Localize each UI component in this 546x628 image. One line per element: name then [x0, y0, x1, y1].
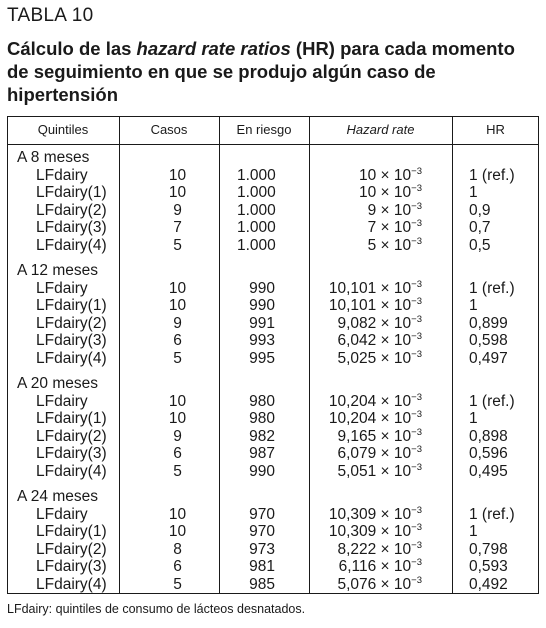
header-quintiles: Quintiles	[37, 122, 89, 137]
hr-cell: 0,898	[469, 427, 508, 445]
quintile-cell: LFdairy(2)	[36, 427, 107, 445]
hr-cell: 1 (ref.)	[469, 392, 515, 410]
title-part-1: Cálculo de las	[7, 38, 137, 59]
header-divider	[7, 144, 539, 145]
casos-cell: 10	[168, 279, 187, 297]
hazard-rate-base: 5,076 × 10	[337, 575, 412, 593]
hazard-rate-exponent: −3	[411, 444, 422, 455]
hr-cell: 1	[469, 410, 478, 427]
hazard-rate-base: 5,051 × 10	[337, 462, 412, 480]
casos-cell: 5	[173, 462, 182, 480]
casos-cell: 10	[168, 505, 187, 523]
hazard-rate-cell	[7, 393, 422, 411]
group-label: A 20 meses	[17, 375, 98, 392]
en-riesgo-cell: 987	[249, 445, 275, 462]
casos-cell: 6	[173, 332, 182, 349]
hr-cell: 1 (ref.)	[469, 166, 515, 184]
quintile-cell: LFdairy(4)	[36, 462, 107, 480]
hazard-rate-base: 9 × 10	[367, 201, 412, 219]
casos-cell: 10	[168, 523, 187, 540]
casos-cell: 6	[173, 445, 182, 462]
en-riesgo-cell: 970	[249, 523, 275, 540]
quintile-cell: LFdairy	[36, 279, 88, 297]
en-riesgo-cell: 985	[249, 575, 275, 593]
quintile-cell: LFdairy(3)	[36, 558, 107, 575]
hr-cell: 0,492	[469, 575, 508, 593]
hr-cell: 1	[469, 297, 478, 314]
hazard-rate-cell	[7, 184, 422, 202]
hazard-rate-exponent: −3	[411, 539, 422, 551]
hazard-rate-exponent: −3	[411, 426, 422, 438]
quintile-cell: LFdairy(1)	[36, 410, 107, 427]
header-en-riesgo: En riesgo	[236, 122, 292, 137]
hazard-rate-exponent: −3	[411, 461, 422, 473]
casos-cell: 10	[168, 410, 187, 427]
hazard-rate-base: 10,204 × 10	[328, 410, 412, 427]
hr-cell: 0,598	[469, 332, 508, 349]
hazard-rate-cell	[7, 350, 422, 368]
hr-cell: 1 (ref.)	[469, 279, 515, 297]
hazard-rate-exponent: −3	[411, 183, 422, 194]
quintile-cell: LFdairy(3)	[36, 219, 107, 236]
en-riesgo-cell: 990	[249, 279, 275, 297]
header-hr: HR	[486, 122, 505, 137]
hr-cell: 0,7	[469, 219, 491, 236]
quintile-cell: LFdairy(1)	[36, 184, 107, 201]
header-casos: Casos	[150, 122, 188, 137]
hazard-rate-exponent: −3	[411, 218, 422, 229]
hr-cell: 0,495	[469, 462, 508, 480]
casos-cell: 9	[173, 201, 182, 219]
quintile-cell: LFdairy(4)	[36, 349, 107, 367]
hr-cell: 0,593	[469, 558, 508, 575]
hazard-rate-cell	[7, 463, 422, 481]
hazard-rate-exponent: −3	[411, 574, 422, 586]
group-label: A 24 meses	[17, 488, 98, 505]
hazard-rate-base: 6,079 × 10	[337, 445, 412, 462]
hazard-rate-exponent: −3	[411, 557, 422, 568]
en-riesgo-cell: 981	[249, 558, 275, 575]
casos-cell: 10	[168, 297, 187, 314]
quintile-cell: LFdairy(3)	[36, 445, 107, 462]
hazard-rate-base: 10,309 × 10	[328, 505, 412, 523]
quintile-cell: LFdairy	[36, 392, 88, 410]
en-riesgo-cell: 990	[249, 297, 275, 314]
hazard-rate-base: 9,082 × 10	[337, 314, 412, 332]
hazard-rate-exponent: −3	[411, 278, 422, 290]
hazard-rate-base: 10 × 10	[359, 166, 412, 184]
title-italic-term: hazard rate ratios	[136, 38, 291, 59]
hr-cell: 0,596	[469, 445, 508, 462]
en-riesgo-cell: 1.000	[237, 184, 276, 201]
hazard-rate-exponent: −3	[411, 391, 422, 403]
en-riesgo-cell: 970	[249, 505, 275, 523]
hazard-rate-base: 6,116 × 10	[338, 558, 412, 575]
en-riesgo-cell: 1.000	[237, 219, 276, 236]
casos-cell: 10	[168, 166, 187, 184]
hazard-rate-cell	[7, 523, 422, 541]
hazard-rate-base: 5 × 10	[367, 236, 412, 254]
hazard-rate-exponent: −3	[411, 348, 422, 360]
en-riesgo-cell: 1.000	[237, 166, 276, 184]
hazard-rate-cell	[7, 506, 422, 524]
en-riesgo-cell: 1.000	[237, 236, 276, 254]
table-number-label: TABLA 10	[7, 5, 94, 26]
hazard-rate-base: 10,101 × 10	[328, 297, 412, 314]
quintile-cell: LFdairy(1)	[36, 523, 107, 540]
hazard-rate-base: 5,025 × 10	[337, 349, 412, 367]
hazard-rate-base: 10,101 × 10	[328, 279, 412, 297]
table-footnote: LFdairy: quintiles de consumo de lácteos desnatados.	[7, 602, 306, 616]
hazard-rate-base: 10 × 10	[359, 184, 412, 201]
hazard-rate-cell	[7, 541, 422, 559]
en-riesgo-cell: 993	[249, 332, 275, 349]
hazard-rate-cell	[7, 297, 422, 315]
en-riesgo-cell: 973	[249, 540, 275, 558]
quintile-cell: LFdairy(2)	[36, 540, 107, 558]
hazard-rate-cell	[7, 167, 422, 185]
hazard-rate-exponent: −3	[411, 331, 422, 342]
hazard-rate-cell	[7, 445, 422, 463]
hazard-rate-cell	[7, 428, 422, 446]
hazard-rate-exponent: −3	[411, 235, 422, 247]
en-riesgo-cell: 990	[249, 462, 275, 480]
hazard-rate-base: 10,309 × 10	[328, 523, 412, 540]
hazard-rate-base: 7 × 10	[367, 219, 412, 236]
quintile-cell: LFdairy(4)	[36, 575, 107, 593]
hazard-rate-cell	[7, 237, 422, 255]
casos-cell: 9	[173, 314, 182, 332]
casos-cell: 7	[173, 219, 182, 236]
hr-cell: 0,9	[469, 201, 491, 219]
casos-cell: 5	[173, 236, 182, 254]
hazard-rate-table	[7, 116, 539, 594]
quintile-cell: LFdairy(1)	[36, 297, 107, 314]
column-divider	[452, 116, 453, 594]
en-riesgo-cell: 980	[249, 392, 275, 410]
hr-cell: 0,899	[469, 314, 508, 332]
hazard-rate-exponent: −3	[411, 522, 422, 533]
hazard-rate-cell	[7, 576, 422, 594]
casos-cell: 10	[168, 184, 187, 201]
hazard-rate-exponent: −3	[411, 165, 422, 177]
hazard-rate-cell	[7, 202, 422, 220]
quintile-cell: LFdairy(2)	[36, 201, 107, 219]
casos-cell: 5	[173, 575, 182, 593]
casos-cell: 8	[173, 540, 182, 558]
en-riesgo-cell: 995	[249, 349, 275, 367]
hazard-rate-base: 9,165 × 10	[337, 427, 412, 445]
hr-cell: 0,5	[469, 236, 491, 254]
hr-cell: 1 (ref.)	[469, 505, 515, 523]
hazard-rate-exponent: −3	[411, 504, 422, 516]
hazard-rate-cell	[7, 558, 422, 576]
title-part-2: (HR) para cada momento de seguimiento en que se produjo algún caso de hipertensión	[7, 38, 515, 105]
quintile-cell: LFdairy	[36, 166, 88, 184]
quintile-cell: LFdairy(4)	[36, 236, 107, 254]
hr-cell: 0,497	[469, 349, 508, 367]
hazard-rate-base: 10,204 × 10	[328, 392, 412, 410]
hazard-rate-exponent: −3	[411, 313, 422, 325]
en-riesgo-cell: 1.000	[237, 201, 276, 219]
hazard-rate-cell	[7, 280, 422, 298]
group-label: A 8 meses	[17, 149, 90, 166]
hazard-rate-base: 6,042 × 10	[337, 332, 412, 349]
en-riesgo-cell: 982	[249, 427, 275, 445]
hr-cell: 0,798	[469, 540, 508, 558]
casos-cell: 6	[173, 558, 182, 575]
casos-cell: 5	[173, 349, 182, 367]
hazard-rate-base: 8,222 × 10	[337, 540, 412, 558]
casos-cell: 9	[173, 427, 182, 445]
hazard-rate-cell	[7, 332, 422, 350]
quintile-cell: LFdairy(3)	[36, 332, 107, 349]
en-riesgo-cell: 991	[249, 314, 275, 332]
hazard-rate-exponent: −3	[411, 296, 422, 307]
hr-cell: 1	[469, 184, 478, 201]
en-riesgo-cell: 980	[249, 410, 275, 427]
hazard-rate-exponent: −3	[411, 409, 422, 420]
hr-cell: 1	[469, 523, 478, 540]
hazard-rate-exponent: −3	[411, 200, 422, 212]
quintile-cell: LFdairy	[36, 505, 88, 523]
group-label: A 12 meses	[17, 262, 98, 279]
hazard-rate-cell	[7, 410, 422, 428]
table-title	[7, 37, 527, 106]
casos-cell: 10	[168, 392, 187, 410]
header-hazard-rate: Hazard rate	[346, 122, 415, 137]
quintile-cell: LFdairy(2)	[36, 314, 107, 332]
hazard-rate-cell	[7, 315, 422, 333]
hazard-rate-cell	[7, 219, 422, 237]
